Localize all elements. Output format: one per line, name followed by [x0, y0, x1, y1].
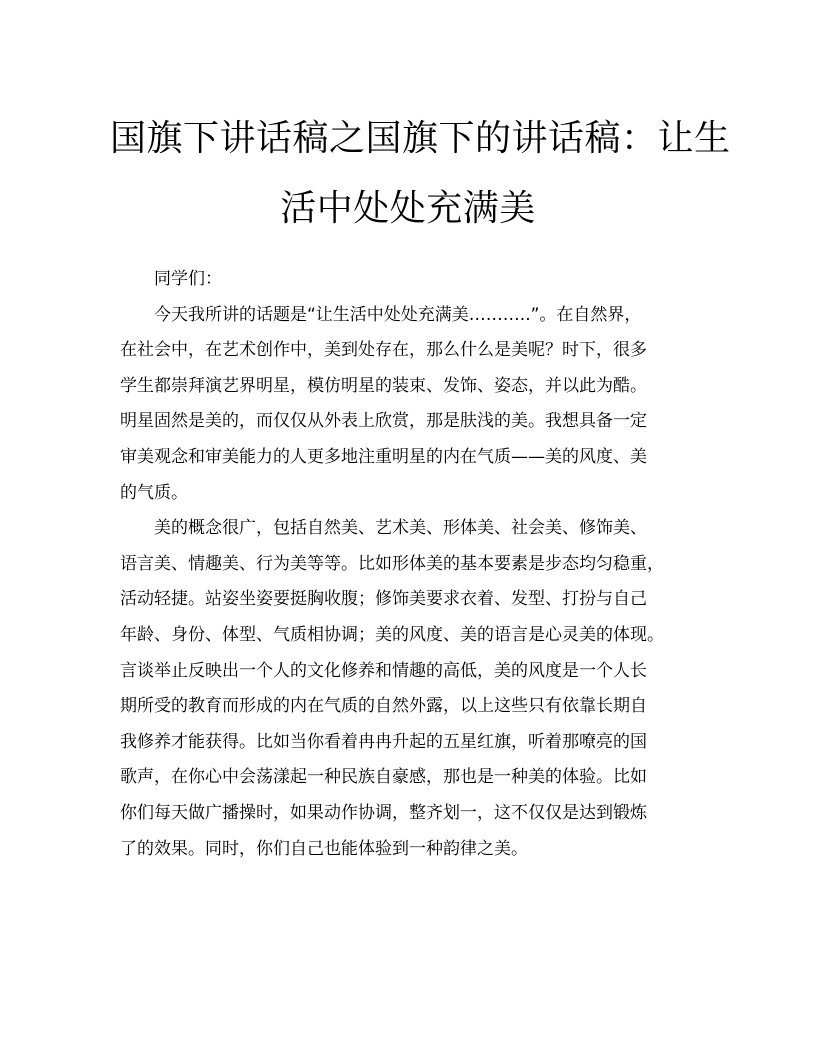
paragraph-2-line: 了的效果。同时，你们自己也能体验到一种韵律之美。 — [120, 838, 528, 859]
paragraph-2-line: 活动轻捷。站姿坐姿要挺胸收腹；修饰美要求衣着、发型、打扮与自己 — [120, 589, 647, 610]
paragraph-2-line: 语言美、情趣美、行为美等等。比如形体美的基本要素是步态均匀稳重， — [120, 553, 664, 574]
title-line-1: 国旗下讲话稿之国旗下的讲话稿：让生 — [110, 118, 731, 159]
paragraph-1-line: 明星固然是美的，而仅仅从外表上欣赏，那是肤浅的美。我想具备一定 — [120, 411, 647, 432]
paragraph-2-line: 言谈举止反映出一个人的文化修养和情趣的高低，美的风度是一个人长 — [120, 660, 647, 681]
paragraph-1-line: 的气质。 — [120, 482, 188, 503]
document-body — [120, 262, 696, 867]
greeting-text: 同学们： — [154, 269, 222, 289]
paragraph-1-line: 审美观念和审美能力的人更多地注重明星的内在气质——美的风度、美 — [120, 446, 647, 467]
paragraph-2 — [120, 511, 696, 867]
paragraph-1-line: 今天我所讲的话题是“让生活中处处充满美………..”。在自然界， — [154, 304, 642, 325]
greeting — [120, 262, 696, 298]
title-line-2: 活中处处充满美 — [280, 188, 536, 229]
paragraph-1 — [120, 298, 696, 512]
paragraph-2-line: 我修养才能获得。比如当你看着冉冉升起的五星红旗，听着那嘹亮的国 — [120, 731, 647, 752]
paragraph-1-line: 学生都崇拜演艺界明星，模仿明星的装束、发饰、姿态，并以此为酷。 — [120, 375, 647, 396]
paragraph-2-line: 美的概念很广，包括自然美、艺术美、形体美、社会美、修饰美、 — [154, 518, 647, 539]
paragraph-2-line: 期所受的教育而形成的内在气质的自然外露，以上这些只有依靠长期自 — [120, 696, 647, 717]
document-title — [110, 104, 731, 244]
paragraph-2-line: 歌声，在你心中会荡漾起一种民族自豪感，那也是一种美的体验。比如 — [120, 767, 647, 788]
paragraph-2-line: 年龄、身份、体型、气质相协调；美的风度、美的语言是心灵美的体现。 — [120, 624, 664, 645]
paragraph-2-line: 你们每天做广播操时，如果动作协调，整齐划一，这不仅仅是达到锻炼 — [120, 802, 647, 823]
paragraph-1-line: 在社会中，在艺术创作中，美到处存在，那么什么是美呢？时下，很多 — [120, 340, 647, 361]
